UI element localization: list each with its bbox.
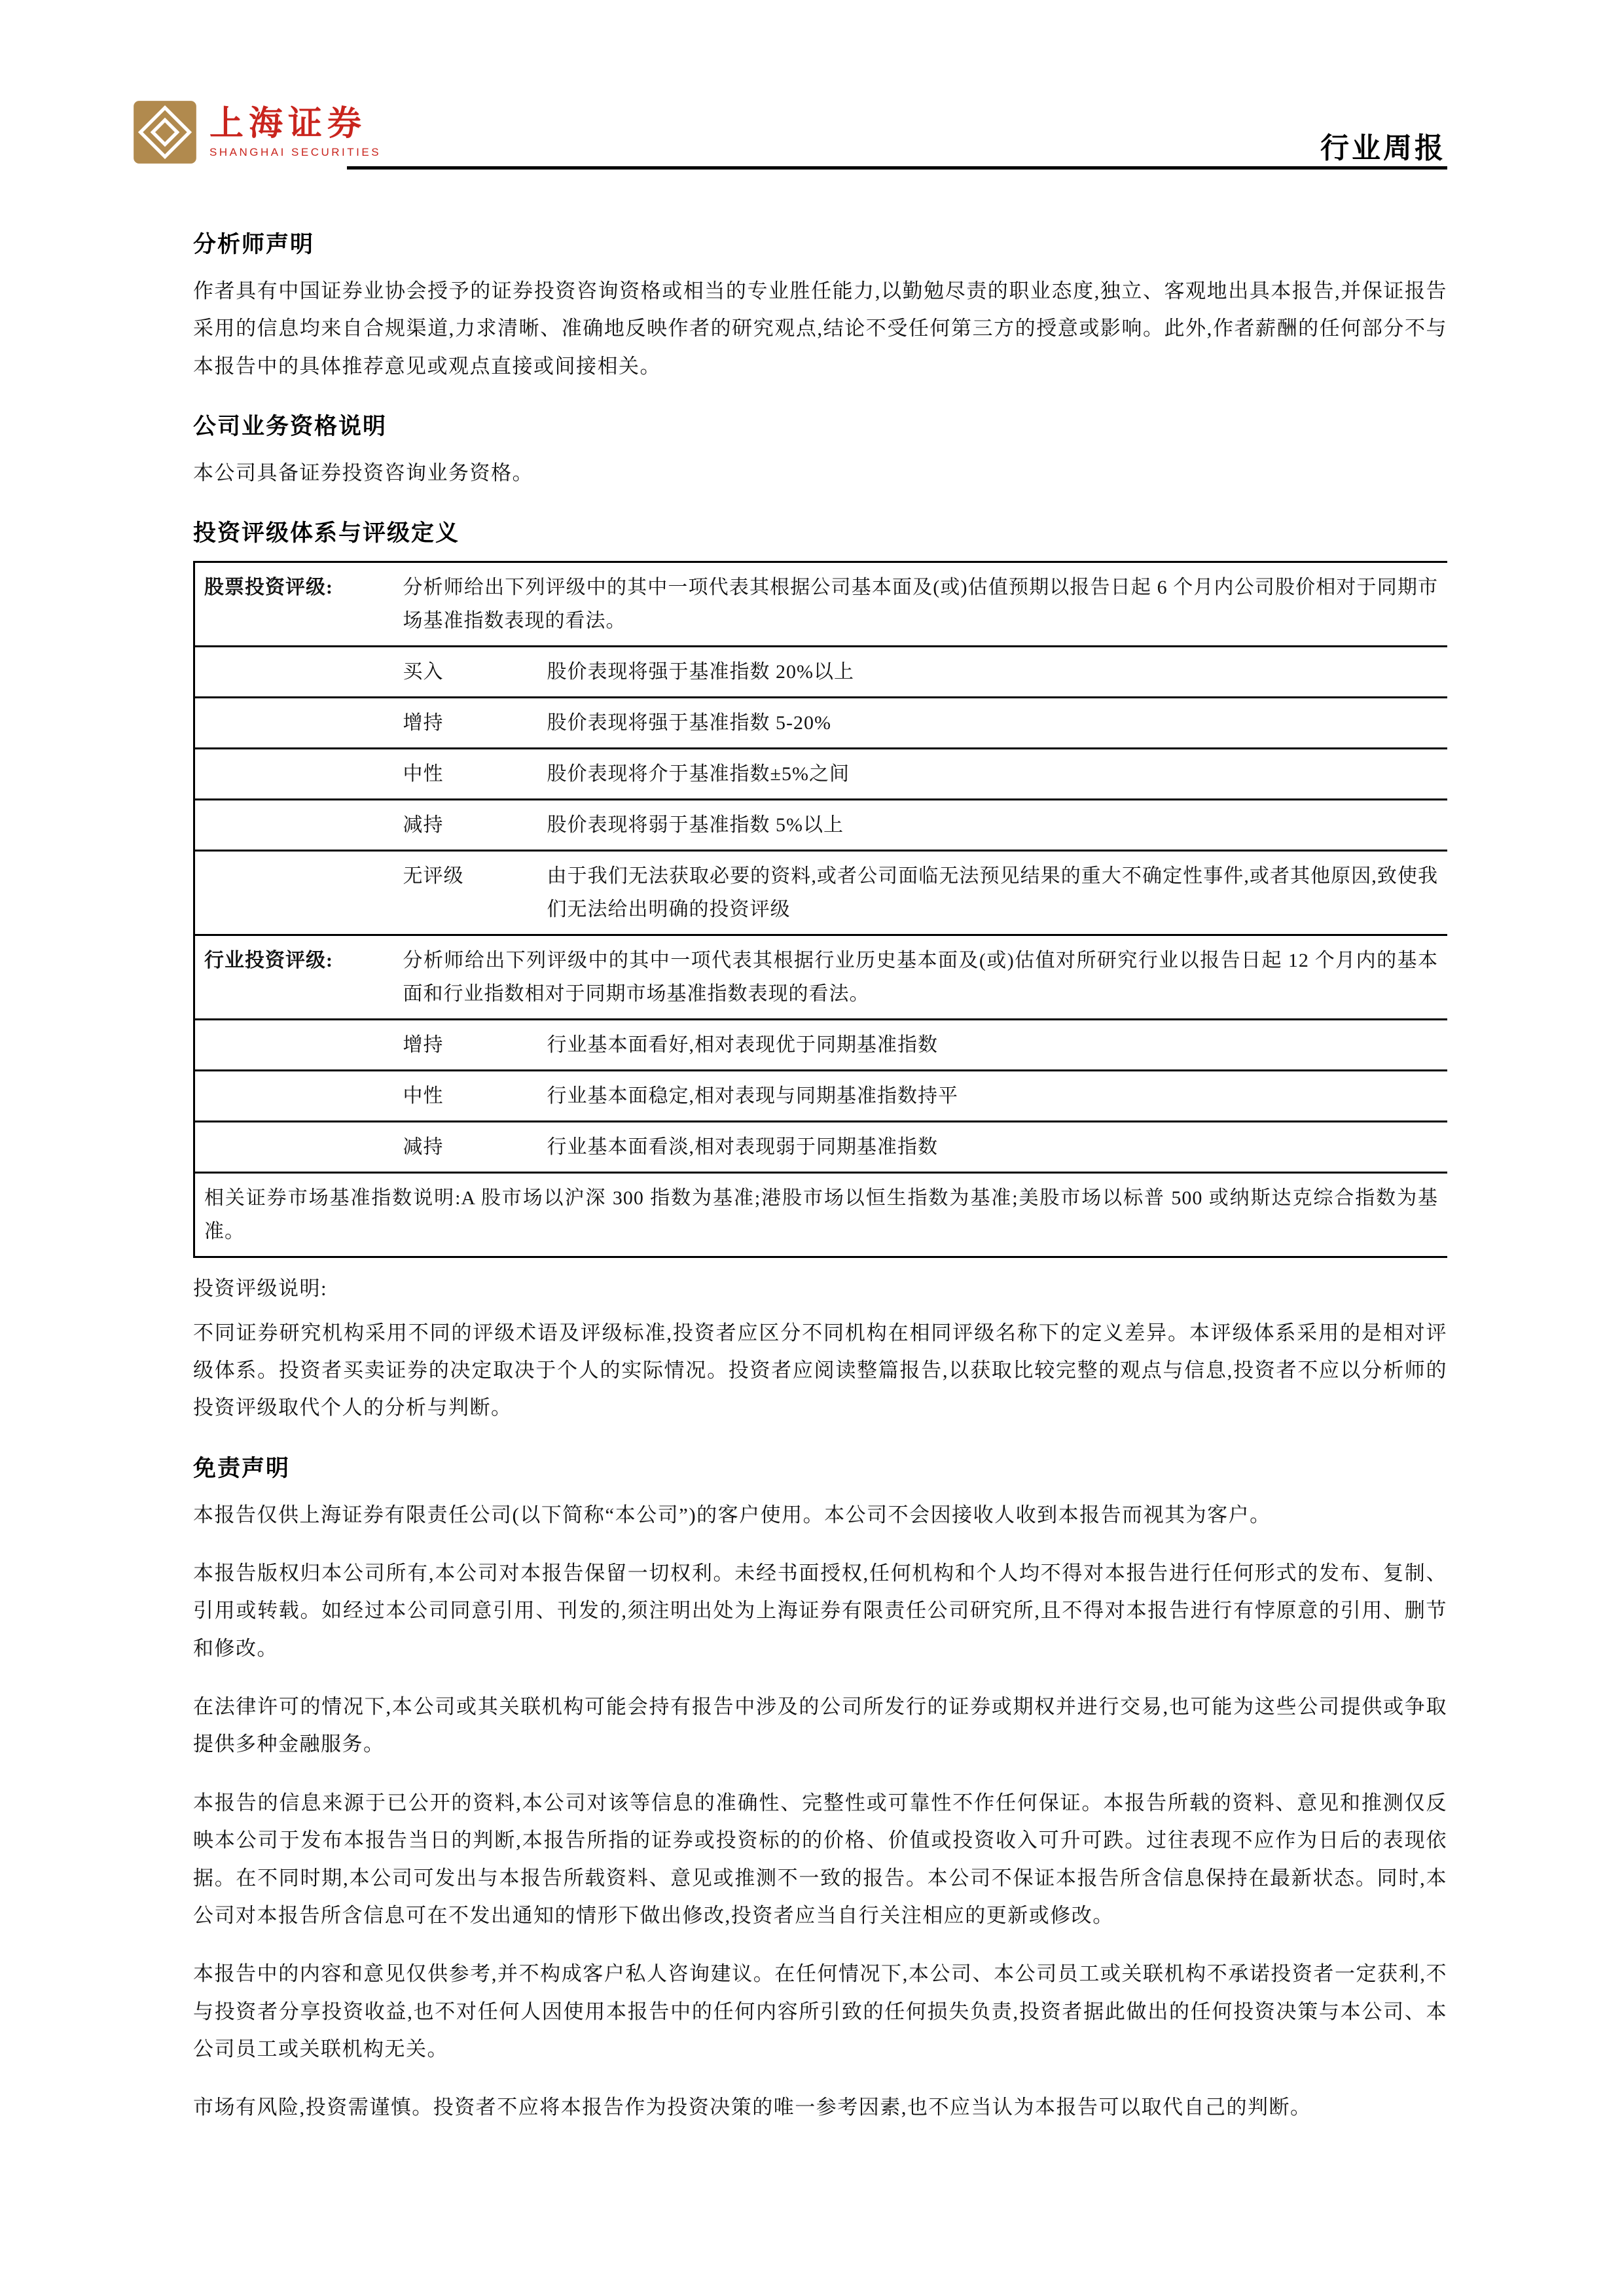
analyst-statement-paragraph: 作者具有中国证券业协会授予的证券投资咨询资格或相当的专业胜任能力,以勤勉尽责的职业态度,独立、客观地出具本报告,并保证报告采用的信息均来自合规渠道,力求清晰、准确地反映作者的研究观点,结论不受任何第三方的授意或影响。此外,作者薪酬的任何部分不与本报告中的具体推荐意见或观点直接或间接相关。	[193, 279, 1447, 378]
rating-note-label: 投资评级说明:	[193, 1277, 328, 1300]
qualification-paragraph: 本公司具备证券投资咨询业务资格。	[193, 461, 533, 485]
rating-desc-cell: 行业基本面稳定,相对表现与同期基准指数持平	[538, 1071, 1448, 1122]
rating-desc-cell: 股价表现将强于基准指数 20%以上	[538, 647, 1448, 698]
brand-name: 上海证券	[209, 105, 367, 143]
table-cell-empty	[194, 1122, 394, 1173]
table-row	[194, 698, 1448, 749]
table-row	[194, 1071, 1448, 1122]
section-disclaimer-title: 免责声明	[193, 1455, 291, 1481]
header-divider	[347, 166, 1447, 170]
rating-name-cell: 减持	[394, 1122, 538, 1173]
benchmark-note-cell: 相关证券市场基准指数说明:A 股市场以沪深 300 指数为基准;港股市场以恒生指数为基准;美股市场以标普 500 或纳斯达克综合指数为基准。	[194, 1173, 1448, 1257]
page-header	[131, 98, 1447, 203]
table-cell-empty	[194, 749, 394, 800]
rating-name-cell: 无评级	[394, 851, 538, 935]
rating-name-cell: 中性	[394, 1071, 538, 1122]
table-row	[194, 647, 1448, 698]
table-cell-empty	[194, 851, 394, 935]
table-cell-empty	[194, 647, 394, 698]
rating-desc-cell: 股价表现将强于基准指数 5-20%	[538, 698, 1448, 749]
brand-block	[131, 98, 381, 166]
table-row	[194, 1173, 1448, 1257]
disclaimer-paragraph: 市场有风险,投资需谨慎。投资者不应将本报告作为投资决策的唯一参考因素,也不应当认为本报告可以取代自己的判断。	[193, 2096, 1312, 2119]
rating-desc-cell: 行业基本面看淡,相对表现弱于同期基准指数	[538, 1122, 1448, 1173]
rating-desc-cell: 股价表现将介于基准指数±5%之间	[538, 749, 1448, 800]
brand-subtitle: SHANGHAI SECURITIES	[209, 145, 382, 158]
section-qualification-title: 公司业务资格说明	[193, 414, 388, 440]
table-row	[194, 749, 1448, 800]
rating-note-paragraph: 不同证券研究机构采用不同的评级术语及评级标准,投资者应区分不同机构在相同评级名称下的定义差异。本评级体系采用的是相对评级体系。投资者买卖证券的决定取决于个人的实际情况。投资者应阅读整篇报告,以获取比较完整的观点与信息,投资者不应以分析师的投资评级取代个人的分析与判断。	[193, 1321, 1447, 1420]
table-row	[194, 1020, 1448, 1071]
rating-table	[193, 561, 1447, 1258]
rating-desc-cell: 行业基本面看好,相对表现优于同期基准指数	[538, 1020, 1448, 1071]
table-cell-empty	[194, 698, 394, 749]
table-row	[194, 562, 1448, 647]
rating-name-cell: 增持	[394, 698, 538, 749]
table-row	[194, 935, 1448, 1020]
section-rating-title: 投资评级体系与评级定义	[193, 520, 460, 547]
table-row	[194, 851, 1448, 935]
disclaimer-paragraph: 本报告中的内容和意见仅供参考,并不构成客户私人咨询建议。在任何情况下,本公司、本公司员工或关联机构不承诺投资者一定获利,不与投资者分享投资收益,也不对任何人因使用本报告中的任何内容所引致的任何损失负责,投资者据此做出的任何投资决策与本公司、本公司员工或关联机构无关。	[193, 1962, 1447, 2060]
table-cell-empty	[194, 800, 394, 851]
table-row	[194, 800, 1448, 851]
disclaimer-paragraph: 本报告的信息来源于已公开的资料,本公司对该等信息的准确性、完整性或可靠性不作任何保证。本报告所载的资料、意见和推测仅反映本公司于发布本报告当日的判断,本报告所指的证券或投资标的的价格、价值或投资收入可升可跌。过往表现不应作为日后的表现依据。在不同时期,本公司可发出与本报告所载资料、意见或推测不一致的报告。本公司不保证本报告所含信息保持在最新状态。同时,本公司对本报告所含信息可在不发出通知的情形下做出修改,投资者应当自行关注相应的更新或修改。	[193, 1791, 1447, 1927]
table-cell-empty	[194, 1071, 394, 1122]
brand-logo-icon	[131, 98, 199, 166]
rating-desc-cell: 股价表现将弱于基准指数 5%以上	[538, 800, 1448, 851]
table-row	[194, 1122, 1448, 1173]
rating-category-cell: 行业投资评级:	[194, 935, 394, 1020]
table-cell-empty	[194, 1020, 394, 1071]
rating-desc-cell: 由于我们无法获取必要的资料,或者公司面临无法预见结果的重大不确定性事件,或者其他原因,致使我们无法给出明确的投资评级	[538, 851, 1448, 935]
rating-name-cell: 增持	[394, 1020, 538, 1071]
disclaimer-paragraph: 本报告版权归本公司所有,本公司对本报告保留一切权利。未经书面授权,任何机构和个人均不得对本报告进行任何形式的发布、复制、引用或转载。如经过本公司同意引用、刊发的,须注明出处为上海证券有限责任公司研究所,且不得对本报告进行有悖原意的引用、删节和修改。	[193, 1562, 1447, 1660]
rating-name-cell: 减持	[394, 800, 538, 851]
rating-name-cell: 买入	[394, 647, 538, 698]
disclaimer-paragraph: 本报告仅供上海证券有限责任公司(以下简称“本公司”)的客户使用。本公司不会因接收人收到本报告而视其为客户。	[193, 1503, 1271, 1526]
brand-text	[209, 105, 381, 158]
rating-desc-cell: 分析师给出下列评级中的其中一项代表其根据行业历史基本面及(或)估值对所研究行业以报告日起 12 个月内的基本面和行业指数相对于同期市场基准指数表现的看法。	[394, 935, 1448, 1020]
disclaimer-paragraph: 在法律许可的情况下,本公司或其关联机构可能会持有报告中涉及的公司所发行的证券或期权并进行交易,也可能为这些公司提供或争取提供多种金融服务。	[193, 1695, 1447, 1756]
rating-name-cell: 中性	[394, 749, 538, 800]
rating-category-cell: 股票投资评级:	[194, 562, 394, 647]
report-content	[131, 203, 1447, 2126]
section-analyst-title: 分析师声明	[193, 232, 315, 257]
report-type-label: 行业周报	[1320, 132, 1446, 164]
rating-desc-cell: 分析师给出下列评级中的其中一项代表其根据公司基本面及(或)估值预期以报告日起 6 个月内公司股价相对于同期市场基准指数表现的看法。	[394, 562, 1448, 647]
